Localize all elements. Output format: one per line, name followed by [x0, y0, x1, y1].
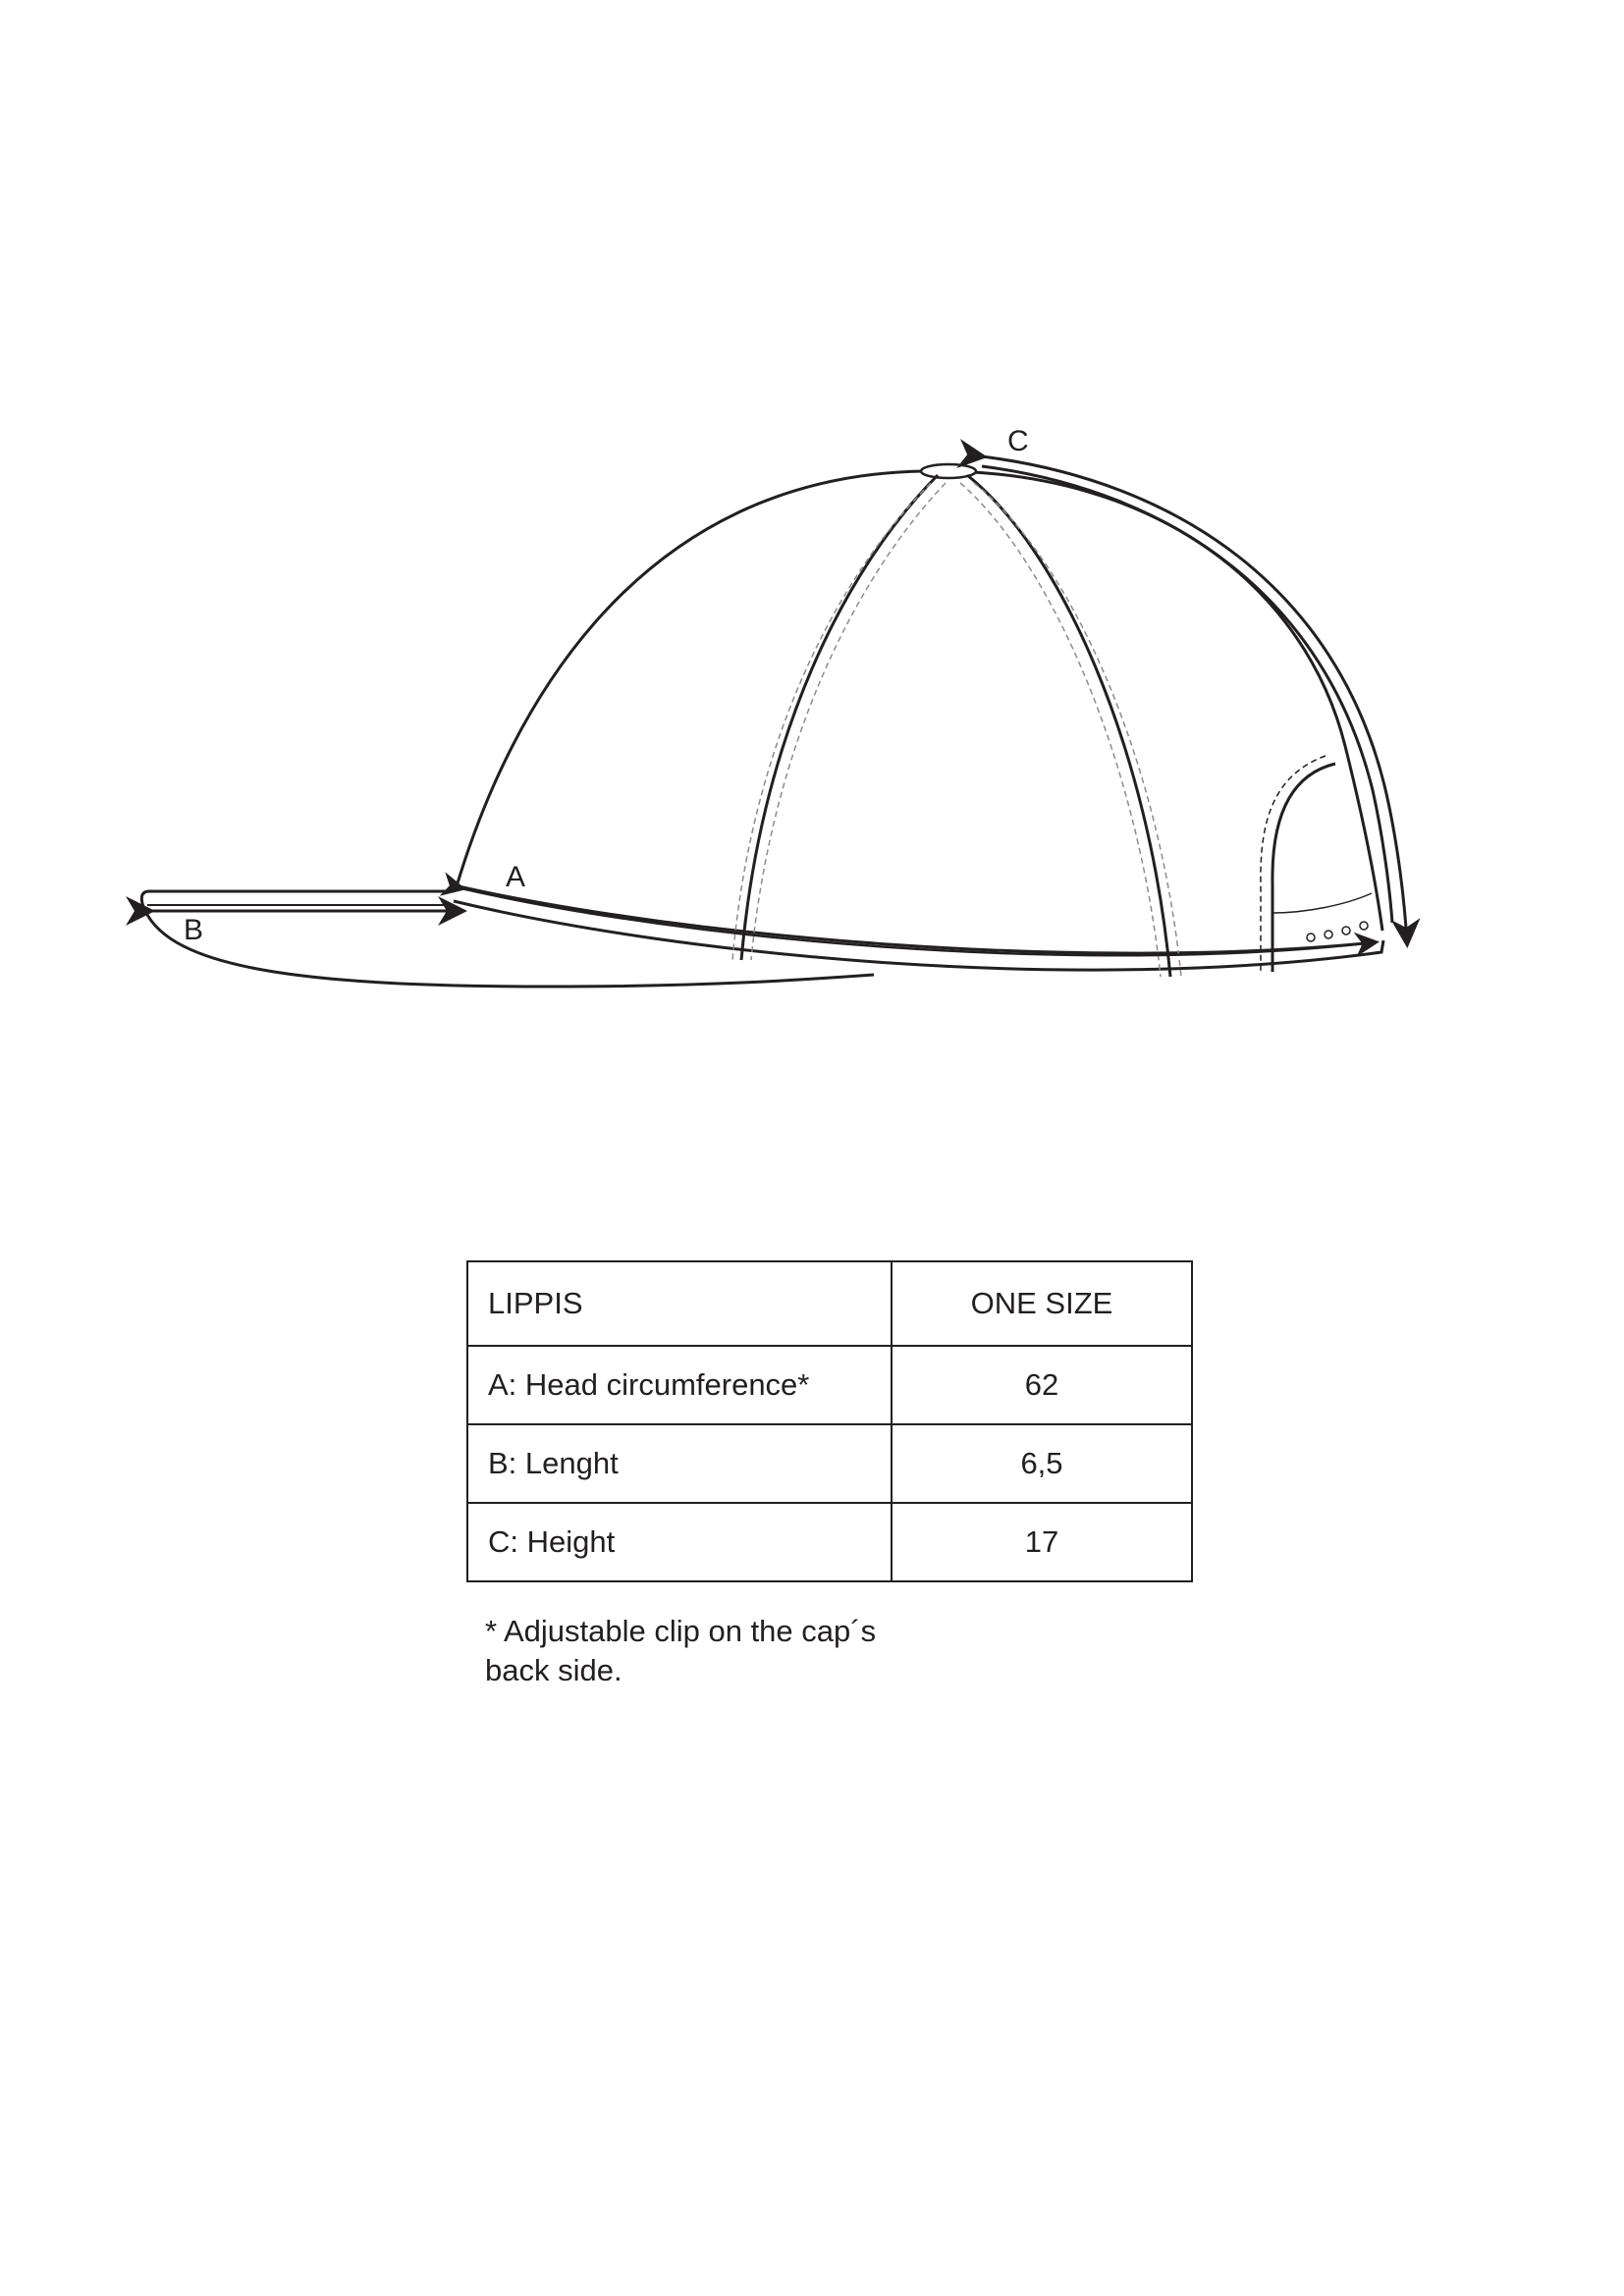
- front-panel-seam: [741, 475, 938, 960]
- adjustable-strap-edge: [1272, 893, 1372, 913]
- measurement-label: C: Height: [467, 1503, 892, 1581]
- table-row: [467, 1346, 1192, 1424]
- size-table-header-row: [467, 1261, 1192, 1346]
- cap-crown-outline: [457, 471, 1382, 931]
- clip-hole: [1342, 927, 1350, 934]
- back-opening-outline: [1272, 764, 1335, 972]
- marker-label-a: A: [506, 861, 526, 893]
- size-table-header-name: LIPPIS: [467, 1261, 892, 1346]
- measurement-label: B: Lenght: [467, 1424, 892, 1503]
- height-arrow-c: [982, 456, 1407, 942]
- clip-hole: [1307, 934, 1315, 941]
- rear-panel-seam: [967, 475, 1170, 977]
- measurement-value: 6,5: [892, 1424, 1192, 1503]
- front-panel-stitch-right: [751, 483, 946, 960]
- height-arrow-c-inner: [982, 466, 1392, 923]
- head-band-upper-edge: [459, 886, 1375, 953]
- marker-label-b: B: [184, 914, 204, 946]
- cap-diagram: [0, 0, 1624, 1080]
- measurement-value: 17: [892, 1503, 1192, 1581]
- footnote: * Adjustable clip on the cap´s back side.: [485, 1614, 877, 1687]
- measurement-label: A: Head circumference*: [467, 1346, 892, 1424]
- front-panel-stitch-left: [732, 483, 931, 960]
- size-table: [466, 1260, 1193, 1582]
- marker-label-c: C: [1007, 425, 1029, 457]
- measurement-value: 62: [892, 1346, 1192, 1424]
- clip-hole: [1360, 922, 1368, 930]
- adjustable-clip-holes: [1307, 922, 1368, 941]
- table-row: [467, 1503, 1192, 1581]
- size-table-header-size: ONE SIZE: [892, 1261, 1192, 1346]
- rear-panel-stitch-right: [974, 483, 1181, 977]
- table-row: [467, 1424, 1192, 1503]
- clip-hole: [1325, 931, 1332, 938]
- rear-panel-stitch-left: [960, 483, 1161, 977]
- back-opening-stitch: [1261, 756, 1326, 972]
